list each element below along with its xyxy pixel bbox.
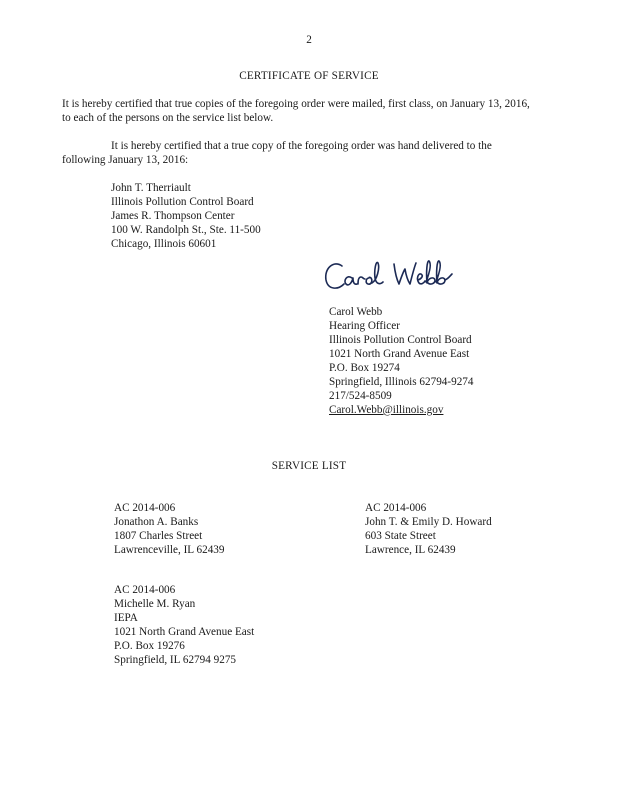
signatory-street: 1021 North Grand Avenue East (329, 348, 470, 360)
party-street: 1807 Charles Street (114, 530, 203, 542)
recipient-address-block (111, 181, 261, 251)
party-city: Lawrence, IL 62439 (365, 544, 456, 556)
signatory-block (329, 305, 474, 417)
party-name: Michelle M. Ryan (114, 598, 196, 610)
party-street: 603 State Street (365, 530, 436, 542)
recipient-name: John T. Therriault (111, 182, 191, 194)
service-list-entry (365, 501, 492, 557)
case-number: AC 2014-006 (365, 502, 427, 514)
party-name: John T. & Emily D. Howard (365, 516, 492, 528)
recipient-city: Chicago, Illinois 60601 (111, 238, 217, 250)
case-number: AC 2014-006 (114, 584, 176, 596)
party-po-box: P.O. Box 19276 (114, 640, 185, 652)
signatory-city: Springfield, Illinois 62794-9274 (329, 376, 474, 388)
signatory-name: Carol Webb (329, 306, 383, 318)
recipient-street: 100 W. Randolph St., Ste. 11-500 (111, 224, 261, 236)
signatory-email-link[interactable]: Carol.Webb@illinois.gov (329, 404, 444, 416)
recipient-org: Illinois Pollution Control Board (111, 196, 254, 208)
signatory-phone: 217/524-8509 (329, 390, 392, 402)
certificate-title: CERTIFICATE OF SERVICE (239, 70, 379, 82)
party-street: 1021 North Grand Avenue East (114, 626, 255, 638)
service-list-entry (114, 583, 254, 667)
party-org: IEPA (114, 612, 138, 624)
signatory-title: Hearing Officer (329, 320, 400, 332)
signatory-po-box: P.O. Box 19274 (329, 362, 400, 374)
certificate-paragraph-mailed: It is hereby certified that true copies of the foregoing order were mailed, first class, on January 13, 2016, to each of the persons on the service list below. (62, 98, 530, 124)
party-city: Lawrenceville, IL 62439 (114, 544, 225, 556)
service-list-title: SERVICE LIST (271, 460, 347, 472)
certificate-paragraph-hand-delivered: It is hereby certified that a true copy of the foregoing order was hand delivered to the following January 13, 2016: (62, 140, 492, 166)
party-city: Springfield, IL 62794 9275 (114, 654, 237, 666)
case-number: AC 2014-006 (114, 502, 176, 514)
service-list-entry (114, 501, 224, 557)
page-number: 2 (306, 34, 312, 46)
signatory-org: Illinois Pollution Control Board (329, 334, 472, 346)
party-name: Jonathon A. Banks (114, 516, 199, 528)
recipient-building: James R. Thompson Center (111, 210, 235, 222)
handwritten-signature (322, 254, 462, 296)
